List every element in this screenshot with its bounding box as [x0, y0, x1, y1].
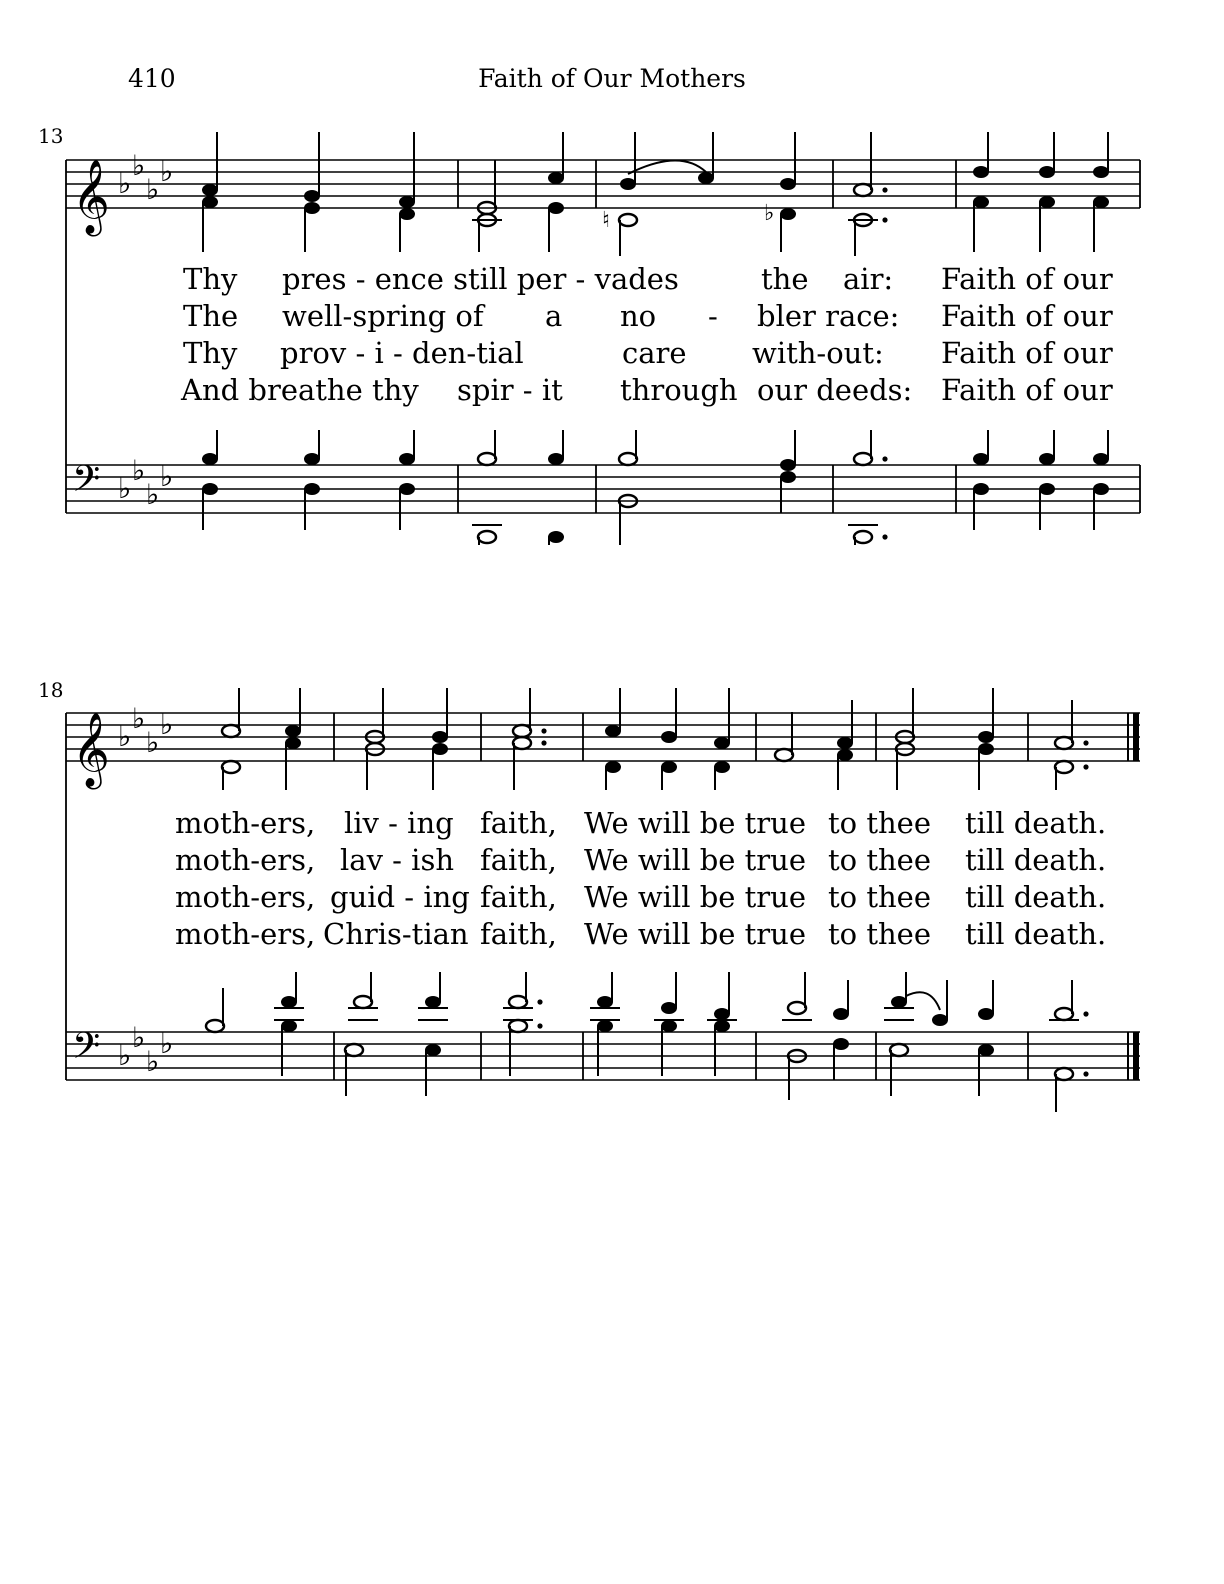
lyric-syllable: The: [183, 299, 239, 333]
measure-number: 13: [38, 124, 64, 148]
lyric-syllable: moth-ers,: [175, 843, 316, 877]
svg-text:♭: ♭: [132, 454, 146, 487]
lyric-syllable: pres - ence still per - vades: [282, 262, 679, 296]
svg-text:♭: ♭: [146, 478, 160, 511]
lyric-syllable: Faith of our: [941, 299, 1113, 333]
lyric-syllable: spir - it: [457, 373, 563, 407]
lyric-syllable: to thee: [828, 917, 931, 951]
page-title: Faith of Our Mothers: [478, 64, 746, 93]
svg-text:♭: ♭: [132, 1021, 146, 1054]
lyric-syllable: air:: [843, 262, 894, 296]
lyric-syllable: lav - ish: [340, 843, 455, 877]
bass-notes: [206, 972, 1089, 1112]
svg-text:♭: ♭: [118, 1039, 132, 1072]
lyric-syllable: faith,: [480, 806, 557, 840]
final-barline: [1128, 713, 1136, 1080]
lyric-syllable: We will be true: [584, 806, 806, 840]
svg-text:♭: ♭: [146, 1045, 160, 1078]
lyric-syllable: Chris-tian: [323, 917, 469, 951]
lyric-syllable: the: [761, 262, 809, 296]
lyric-syllable: faith,: [480, 917, 557, 951]
treble-clef-icon: 𝄞: [72, 713, 110, 787]
svg-text:♭: ♭: [160, 1027, 174, 1060]
lyric-syllable: Thy: [183, 336, 238, 370]
svg-text:♭: ♭: [132, 702, 146, 735]
lyric-syllable: moth-ers,: [175, 806, 316, 840]
lyric-syllable: till death.: [965, 806, 1107, 840]
lyric-syllable: We will be true: [584, 843, 806, 877]
lyric-syllable: Faith of our: [941, 262, 1113, 296]
lyric-syllable: no: [620, 299, 657, 333]
lyric-syllable: care: [622, 336, 687, 370]
lyric-syllable: to thee: [828, 880, 931, 914]
lyric-syllable: faith,: [480, 880, 557, 914]
lyric-syllable: a: [545, 299, 563, 333]
lyric-syllable: moth-ers,: [175, 917, 316, 951]
lyric-syllable: well-spring of: [282, 299, 484, 333]
lyric-syllable: our deeds:: [757, 373, 913, 407]
svg-text:♭: ♭: [118, 720, 132, 753]
lyric-syllable: Thy: [183, 262, 238, 296]
lyric-syllable: We will be true: [584, 917, 806, 951]
svg-text:♭: ♭: [160, 155, 174, 188]
lyric-syllable: with-out:: [752, 336, 884, 370]
svg-text:♭: ♭: [160, 708, 174, 741]
lyric-syllable: We will be true: [584, 880, 806, 914]
bass-clef-icon: 𝄢: [72, 458, 101, 509]
svg-text:♭: ♭: [118, 167, 132, 200]
lyric-syllable: till death.: [965, 880, 1107, 914]
treble-notes: [222, 688, 1089, 790]
lyric-syllable: through: [620, 373, 738, 407]
bass-clef-icon: 𝄢: [72, 1025, 101, 1076]
lyric-syllable: to thee: [828, 843, 931, 877]
treble-clef-icon: 𝄞: [72, 160, 110, 234]
lyric-syllable: prov - i - den-tial: [280, 336, 524, 370]
page-number: 410: [128, 64, 176, 93]
lyric-syllable: Faith of our: [941, 373, 1113, 407]
lyric-syllable: till death.: [965, 843, 1107, 877]
svg-text:♭: ♭: [132, 149, 146, 182]
key-signature-flat-icon: [118, 702, 173, 1078]
svg-text:♭: ♭: [146, 726, 160, 759]
lyric-syllable: guid - ing: [330, 880, 470, 914]
lyric-syllable: And breathe thy: [181, 373, 419, 407]
svg-text:♭: ♭: [118, 472, 132, 505]
svg-text:♭: ♭: [160, 460, 174, 493]
lyric-syllable: -: [708, 299, 718, 333]
lyric-syllable: moth-ers,: [175, 880, 316, 914]
lyric-syllable: liv - ing: [344, 806, 454, 840]
svg-text:♭: ♭: [764, 201, 775, 226]
lyric-syllable: faith,: [480, 843, 557, 877]
svg-text:♭: ♭: [146, 173, 160, 206]
svg-text:♮: ♮: [602, 208, 610, 233]
measure-number: 18: [38, 678, 64, 702]
lyric-syllable: bler race:: [757, 299, 900, 333]
lyric-syllable: to thee: [828, 806, 931, 840]
lyric-syllable: till death.: [965, 917, 1107, 951]
lyric-syllable: Faith of our: [941, 336, 1113, 370]
